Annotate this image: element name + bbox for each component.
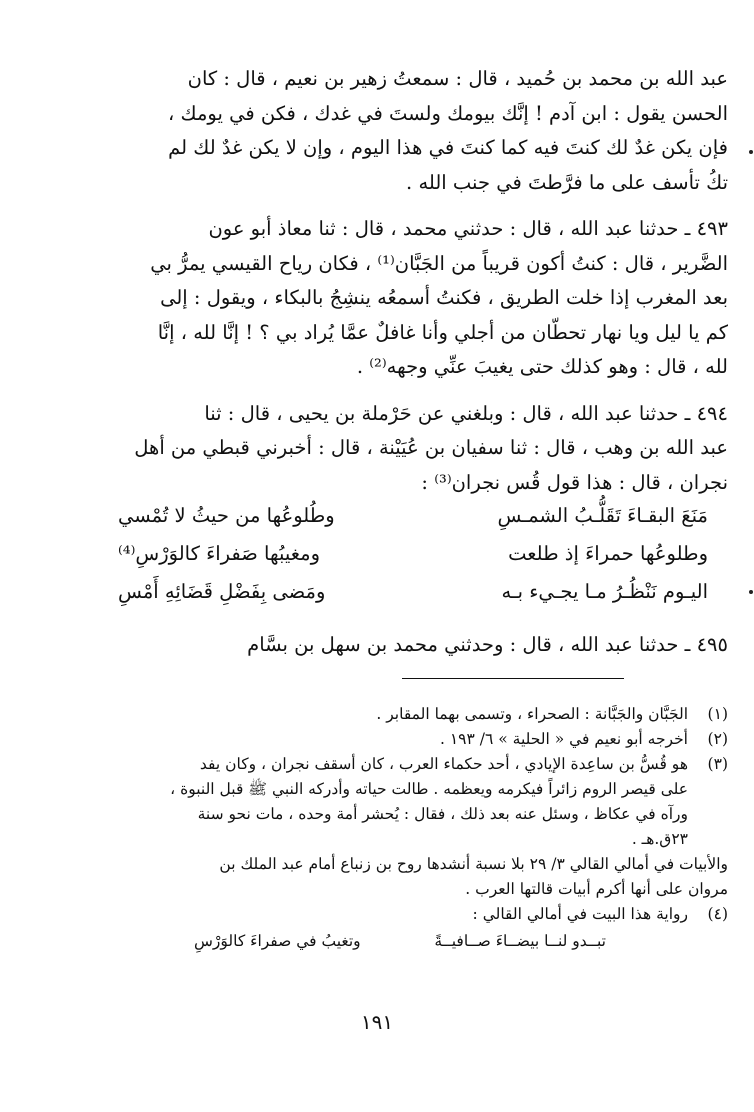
verse-second-hemistich: ومغيبُها صَفراءَ كالوَرْسِ⁽⁴⁾ (118, 542, 321, 565)
footnote (86, 727, 728, 752)
paragraph-495: ٤٩٥ ـ حدثنا عبد الله ، قال : وحدثني محمد بن سهل بن بسَّام (247, 633, 728, 656)
poem (100, 504, 728, 622)
text-line: نجران ، قال : هذا قول قُس نجران⁽³⁾ : (421, 470, 728, 494)
footnote-number: (٤) (707, 905, 728, 923)
text-line: فإن يكن غدٌ لك كنتَ فيه كما كنتَ في هذا اليوم ، وإن لا يكن غدٌ لك لم (168, 136, 728, 159)
footnote-line: على قيصر الروم زائراً فيكرمه ويعظمه . طالت حياته وأدركه النبي ﷺ قبل النبوة ، (170, 780, 688, 798)
footnote-line: أخرجه أبو نعيم في « الحلية » ٦/ ١٩٣ . (439, 730, 688, 748)
verse-second-hemistich: وتغيبُ في صفراءَ كالوَرْسِ (194, 932, 361, 950)
footnote-line: هو قُسُّ بن ساعِدة الإيادي ، أحد حكماء العرب ، كان أسقف نجران ، وكان يفد (199, 755, 688, 773)
footnote-line: ٢٣ق.هـ . (631, 830, 688, 848)
text-line: عبد الله بن وهب ، قال : ثنا سفيان بن عُيَيْنة ، قال : أخبرني قبطي من أهل (134, 436, 728, 459)
footnote-number: (١) (707, 705, 728, 723)
main-text (100, 62, 728, 682)
verse-first-hemistich: اليـوم نَنْظُـرُ مـا يجـيء بـه (501, 580, 708, 603)
paragraph-1 (100, 62, 728, 200)
footnote-line: الجَبَّان والجَبَّانة : الصحراء ، وتسمى بهما المقابر . (376, 705, 688, 723)
text-line: بعد المغرب إذا خلت الطريق ، فكنتُ أسمعُه ينشِجُ بالبكاء ، ويقول : إلى (160, 286, 728, 309)
verse-second-hemistich: ومَضى بِفَضْلِ قَضَائِهِ أَمْسِ (118, 580, 326, 603)
verse-first-hemistich: تبــدو لنــا بيضــاءَ صــافيــةً (434, 932, 606, 950)
paragraph-494 (100, 397, 728, 501)
scan-speck (749, 150, 753, 154)
footnote (86, 702, 728, 727)
verse-second-hemistich: وطُلوعُها من حيثُ لا تُمْسي (118, 504, 335, 527)
scan-speck (749, 590, 753, 594)
footnote-divider (402, 678, 624, 679)
footnotes (86, 702, 728, 957)
footnote-number: (٢) (707, 730, 728, 748)
footnote-line: مروان على أنها أكرم أبيات قالتها العرب . (465, 880, 728, 898)
poem-verse (100, 542, 728, 580)
page-number: ١٩١ (360, 1010, 394, 1034)
paragraph-493 (100, 212, 728, 385)
footnote-line: والأبيات في أمالي القالي ٣/ ٢٩ بلا نسبة أنشدها روح بن زنباع أمام عبد الملك بن (219, 855, 728, 873)
footnote-line: ورآه في عكاظ ، وسئل عنه بعد ذلك ، فقال : يُحشر أمة وحده ، مات نحو سنة (197, 805, 688, 823)
text-line: لله ، قال : وهو كذلك حتى يغيبَ عنِّي وجهه⁽²⁾ . (356, 355, 728, 378)
text-line: ٤٩٣ ـ حدثنا عبد الله ، قال : حدثني محمد ، قال : ثنا معاذ أبو عون (208, 217, 728, 240)
footnote-line: رواية هذا البيت في أمالي القالي : (472, 905, 688, 923)
text-line: الضَّرير ، قال : كنتُ أكون قريباً من الجَبَّان⁽¹⁾ ، فكان رياح القيسي يمرُّ بي (150, 251, 728, 275)
poem-verse (100, 580, 728, 618)
text-line: الحسن يقول : ابن آدم ! إنَّك بيومك ولستَ في غدك ، فكن في يومك ، (168, 101, 728, 125)
footnote-number: (٣) (707, 755, 728, 773)
footnote-verse (86, 927, 688, 957)
text-line: كم يا ليل ويا نهار تحطّان من أجلي وأنا غافلٌ عمَّا يُراد بي ؟ ! إنَّا لله ، إنَّا (157, 320, 728, 344)
footnote (86, 902, 728, 957)
verse-first-hemistich: مَنَعَ البقـاءَ تَقَلُّـبُ الشمـسِ (497, 504, 708, 527)
poem-verse (100, 504, 728, 542)
text-line: عبد الله بن محمد بن حُميد ، قال : سمعتُ زهير بن نعيم ، قال : كان (187, 67, 728, 90)
footnote (86, 752, 728, 902)
verse-first-hemistich: وطلوعُها حمراءَ إذ طلعت (508, 542, 708, 565)
text-line: تكُ تأسف على ما فرَّطتَ في جنب الله . (406, 170, 728, 194)
text-line: ٤٩٤ ـ حدثنا عبد الله ، قال : وبلغني عن حَرْملة بن يحيى ، قال : ثنا (204, 401, 728, 425)
